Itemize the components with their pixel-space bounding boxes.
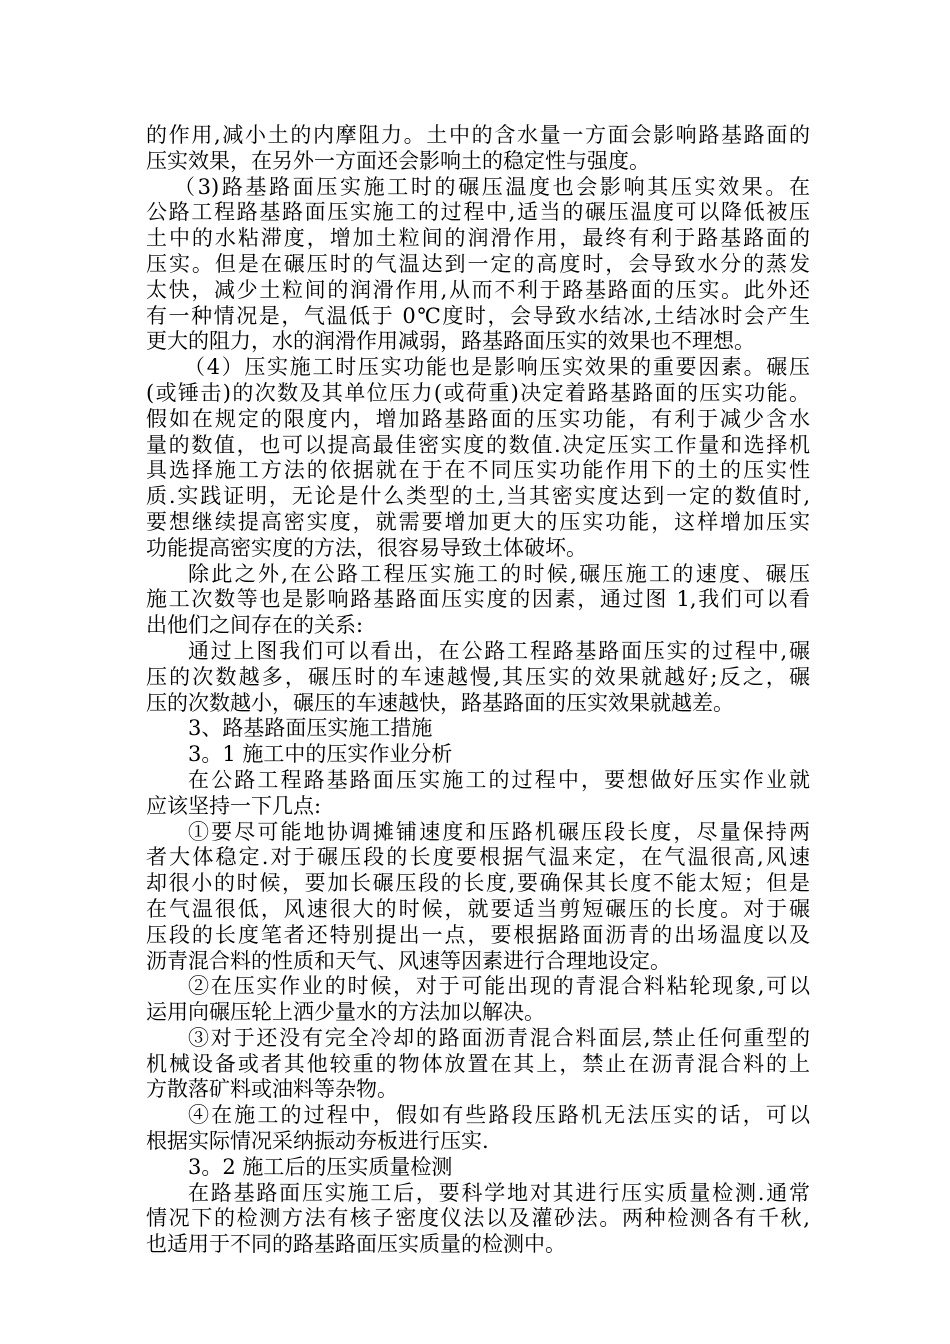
text-line: 在路基路面压实施工后，要科学地对其进行压实质量检测.通常 xyxy=(188,1180,810,1205)
text-line: ②在压实作业的时候，对于可能出现的青混合料粘轮现象,可以 xyxy=(188,974,810,999)
text-line: 通过上图我们可以看出，在公路工程路基路面压实的过程中,碾 xyxy=(188,638,810,663)
list-item xyxy=(146,820,810,975)
text-line: 出他们之间存在的关系: xyxy=(146,613,364,638)
text-line: 质.实践证明，无论是什么类型的土,当其密实度达到一定的数值时, xyxy=(146,484,810,509)
text-line: 压实。但是在碾压时的气温达到一定的高度时，会导致水分的蒸发 xyxy=(146,251,810,276)
text-line: 的作用,减小土的内摩阻力。土中的含水量一方面会影响路基路面的 xyxy=(146,123,810,147)
paragraph xyxy=(146,123,810,175)
text-line: 压实效果，在另外一方面还会影响土的稳定性与强度。 xyxy=(146,148,650,173)
text-line: 公路工程路基路面压实施工的过程中,适当的碾压温度可以降低被压 xyxy=(146,200,810,225)
text-line: 情况下的检测方法有核子密度仪法以及灌砂法。两种检测各有千秋, xyxy=(146,1206,810,1231)
paragraph xyxy=(146,562,810,639)
text-line: 除此之外,在公路工程压实施工的时候,碾压施工的速度、碾压 xyxy=(188,561,810,586)
list-item xyxy=(146,1103,810,1155)
heading-text: 3。2 施工后的压实质量检测 xyxy=(188,1154,453,1179)
text-line: 具选择施工方法的依据就在于在不同压实功能作用下的土的压实性 xyxy=(146,458,810,483)
text-line: 施工次数等也是影响路基路面压实度的因素，通过图 1,我们可以看 xyxy=(146,587,810,612)
paragraph xyxy=(146,639,810,716)
text-line: 更大的阻力，水的润滑作用减弱，路基路面压实的效果也不理想。 xyxy=(146,329,755,354)
heading-text: 3、路基路面压实施工措施 xyxy=(188,716,433,741)
text-line: 假如在规定的限度内，增加路基路面的压实功能，有利于减少含水 xyxy=(146,406,810,431)
text-line: 功能提高密实度的方法，很容易导致土体破坏。 xyxy=(146,535,587,560)
document-body xyxy=(146,123,810,1258)
text-line: （3)路基路面压实施工时的碾压温度也会影响其压实效果。在 xyxy=(174,174,810,199)
list-item xyxy=(146,974,810,1026)
section-heading xyxy=(146,716,810,742)
paragraph xyxy=(146,1181,810,1258)
text-line: 压的次数越小，碾压的车速越快，路基路面的压实效果就越差。 xyxy=(146,690,734,715)
text-line: 应该坚持一下几点: xyxy=(146,793,322,818)
text-line: 机械设备或者其他较重的物体放置在其上，禁止在沥青混合料的上 xyxy=(146,1051,810,1076)
list-item xyxy=(146,1026,810,1103)
text-line: 者大体稳定.对于碾压段的长度要根据气温来定，在气温很高,风速 xyxy=(146,845,810,870)
text-line: 量的数值，也可以提高最佳密实度的数值.决定压实工作量和选择机 xyxy=(146,432,810,457)
subsection-heading xyxy=(146,742,810,768)
text-line: 要想继续提高密实度，就需要增加更大的压实功能，这样增加压实 xyxy=(146,509,810,534)
text-line: 沥青混合料的性质和天气、风速等因素进行合理地设定。 xyxy=(146,948,671,973)
text-line: (或锤击)的次数及其单位压力(或荷重)决定着路基路面的压实功能。 xyxy=(146,380,810,405)
paragraph xyxy=(146,768,810,820)
text-line: 也适用于不同的路基路面压实质量的检测中。 xyxy=(146,1232,566,1257)
text-line: 却很小的时候，要加长碾压段的长度,要确保其长度不能太短；但是 xyxy=(146,871,810,896)
text-line: 在公路工程路基路面压实施工的过程中，要想做好压实作业就 xyxy=(188,767,810,792)
text-line: 土中的水粘滞度，增加土粒间的润滑作用，最终有利于路基路面的 xyxy=(146,226,810,251)
text-line: ④在施工的过程中，假如有些路段压路机无法压实的话，可以 xyxy=(188,1103,810,1128)
heading-text: 3。1 施工中的压实作业分析 xyxy=(188,742,453,767)
subsection-heading xyxy=(146,1155,810,1181)
text-line: 运用向碾压轮上洒少量水的方法加以解决。 xyxy=(146,1000,545,1025)
text-line: 有一种情况是，气温低于 0℃度时，会导致水结冰,土结冰时会产生 xyxy=(146,303,810,328)
text-line: 根据实际情况采纳振动夯板进行压实. xyxy=(146,1129,489,1154)
paragraph xyxy=(146,355,810,561)
text-line: 压段的长度笔者还特别提出一点，要根据路面沥青的出场温度以及 xyxy=(146,922,810,947)
paragraph xyxy=(146,175,810,356)
text-line: ①要尽可能地协调摊铺速度和压路机碾压段长度，尽量保持两 xyxy=(188,819,810,844)
text-line: ③对于还没有完全冷却的路面沥青混合料面层,禁止任何重型的 xyxy=(188,1025,810,1050)
text-line: 在气温很低，风速很大的时候，就要适当剪短碾压的长度。对于碾 xyxy=(146,896,810,921)
text-line: 方散落矿料或油料等杂物。 xyxy=(146,1077,398,1102)
text-line: 压的次数越多，碾压时的车速越慢,其压实的效果就越好;反之，碾 xyxy=(146,664,810,689)
text-line: 太快，减少土粒间的润滑作用,从而不利于路基路面的压实。此外还 xyxy=(146,277,810,302)
text-line: （4）压实施工时压实功能也是影响压实效果的重要因素。碾压 xyxy=(184,355,810,380)
